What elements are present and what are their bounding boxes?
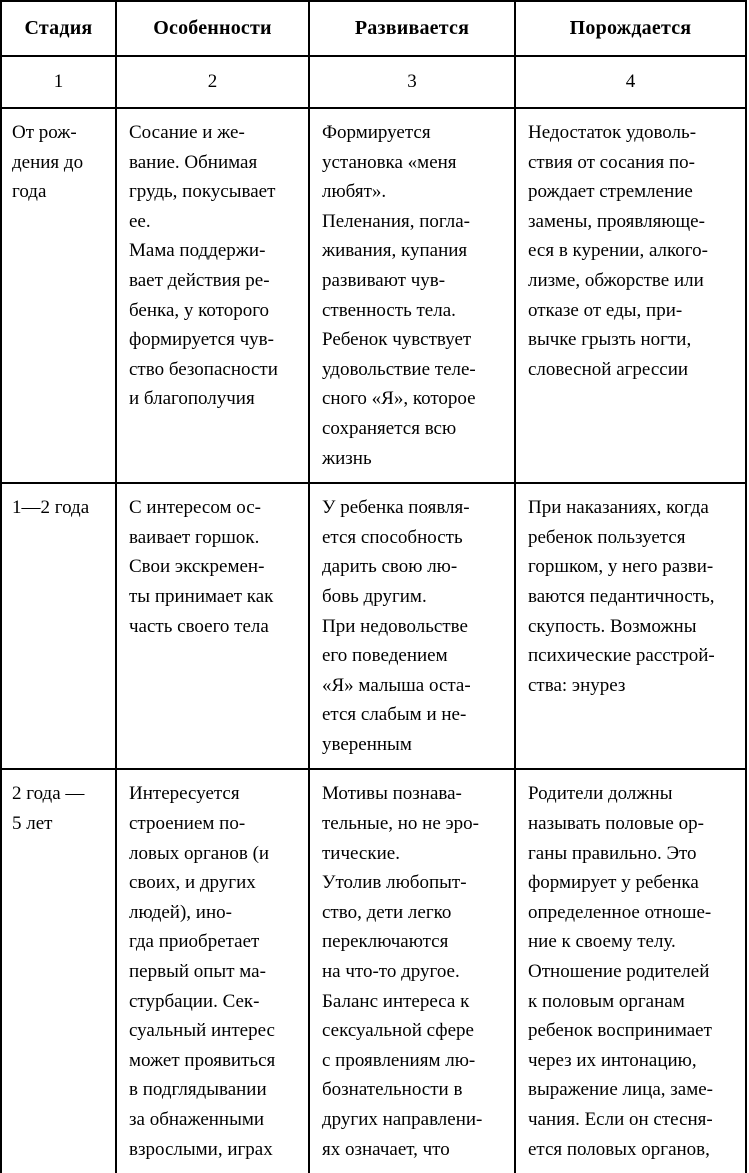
cell-text-line: живания, купания [322, 240, 468, 262]
cell-develops [309, 769, 515, 1173]
cell-text-line: Мотивы познава- [322, 783, 462, 805]
cell-text-line: вычке грызть ногти, [528, 329, 692, 351]
cell-text-line: строением по- [129, 813, 246, 835]
cell-generates [515, 108, 746, 483]
cell-text-line: за обнаженными [129, 1109, 265, 1130]
cell-stage [1, 483, 116, 769]
cell-text-line: ствия от сосания по- [528, 151, 695, 173]
table-row [1, 483, 746, 769]
cell-text-line: ях означает, что [322, 1138, 450, 1160]
cell-text-line: ется половых органов, [528, 1138, 710, 1160]
cell-text-line: 1—2 года [12, 497, 90, 519]
cell-text-line: дения до [12, 151, 84, 173]
cell-text-line: своих, и других [129, 872, 256, 894]
cell-text-line: ты принимает как [129, 585, 274, 607]
cell-text-line: вание. Обнимая [129, 151, 258, 173]
table-body [1, 108, 746, 1173]
table-row [1, 108, 746, 483]
cell-text-line: ется слабым и не- [322, 704, 467, 726]
column-number-1: 1 [1, 56, 116, 108]
cell-text-line: взрослыми, играх [129, 1138, 273, 1160]
cell-text-line: развивают чув- [322, 269, 446, 291]
cell-text-line: ственность тела. [322, 299, 456, 321]
cell-text-line: переключаются [322, 931, 449, 953]
cell-text-line: года [12, 181, 47, 203]
column-header-features: Особенности [116, 1, 309, 56]
cell-text-line: Родители должны [528, 783, 673, 805]
cell-text-line: в подглядывании [129, 1079, 267, 1101]
cell-text-line: ваются педантичность, [528, 585, 715, 607]
cell-text-line: дарить свою лю- [322, 556, 458, 578]
cell-generates [515, 769, 746, 1173]
cell-text-line: ства: энурез [528, 674, 626, 696]
cell-text-line: лизме, обжорстве или [528, 269, 704, 291]
cell-text-line: чания. Если он стесня- [528, 1109, 713, 1130]
cell-text-line: ваивает горшок. [129, 526, 260, 548]
cell-text-line: Недостаток удоволь- [528, 122, 697, 143]
cell-text-line: на что-то другое. [322, 961, 460, 983]
cell-text-line: скупость. Возможны [528, 615, 697, 637]
cell-develops [309, 483, 515, 769]
column-number-2: 2 [116, 56, 309, 108]
cell-text-line: может проявиться [129, 1049, 276, 1071]
cell-text-line: 5 лет [12, 813, 53, 835]
cell-text-line: бенка, у которого [129, 299, 270, 321]
cell-text-line: От рож- [12, 122, 77, 143]
cell-text-line: других направлени- [322, 1109, 483, 1130]
cell-text-line: Свои экскремен- [129, 556, 265, 578]
cell-stage [1, 108, 116, 483]
cell-text-line: Отношение родителей [528, 961, 710, 983]
cell-text-line: грудь, покусывает [129, 181, 276, 203]
cell-text-line: к половым органам [528, 990, 685, 1012]
cell-text-line: жизнь [322, 447, 372, 469]
cell-text-line: формируется чув- [129, 329, 274, 351]
cell-text-line: его поведением [322, 645, 448, 667]
table-header-row [1, 1, 746, 56]
cell-text-line: Ребенок чувствует [322, 329, 472, 351]
cell-text-line: стурбации. Сек- [129, 990, 260, 1012]
cell-text-line: «Я» малыша оста- [322, 674, 471, 696]
cell-text-line: Сосание и же- [129, 122, 245, 143]
cell-stage [1, 769, 116, 1173]
cell-features [116, 483, 309, 769]
cell-text-line: рождает стремление [528, 181, 693, 203]
cell-features [116, 769, 309, 1173]
cell-text-line: суальный интерес [129, 1020, 275, 1042]
cell-text-line: любят». [322, 181, 387, 203]
cell-text-line: ребенок воспринимает [528, 1020, 712, 1042]
cell-text-line: с проявлениям лю- [322, 1049, 476, 1071]
cell-generates [515, 483, 746, 769]
table-number-row [1, 56, 746, 108]
cell-text-line: еся в курении, алкого- [528, 240, 708, 262]
cell-text-line: выражение лица, заме- [528, 1079, 713, 1101]
cell-text-line: часть своего тела [129, 615, 269, 637]
cell-text-line: Мама поддержи- [129, 240, 266, 262]
table-row [1, 769, 746, 1173]
cell-text-line: Интересуется [129, 783, 240, 805]
cell-text-line: При недовольстве [322, 615, 468, 637]
cell-text-line: установка «меня [322, 151, 457, 173]
cell-text-line: психические расстрой- [528, 645, 715, 667]
cell-text-line: называть половые ор- [528, 813, 704, 835]
cell-text-line: отказе от еды, при- [528, 299, 683, 321]
cell-text-line: уверенным [322, 733, 412, 755]
cell-text-line: Утолив любопыт- [322, 872, 467, 894]
column-header-develops: Развивается [309, 1, 515, 56]
cell-text-line: Баланс интереса к [322, 990, 470, 1012]
column-number-3: 3 [309, 56, 515, 108]
cell-text-line: замены, проявляюще- [528, 210, 705, 232]
cell-text-line: ется способность [322, 526, 463, 548]
cell-text-line: При наказаниях, когда [528, 497, 709, 519]
table-header [1, 1, 746, 108]
cell-develops [309, 108, 515, 483]
cell-text-line: сного «Я», которое [322, 388, 476, 410]
cell-text-line: сохраняется всю [322, 417, 457, 439]
cell-text-line: ловых органов (и [129, 842, 270, 864]
column-header-generates: Порождается [515, 1, 746, 56]
cell-text-line: С интересом ос- [129, 497, 261, 519]
column-header-stage: Стадия [1, 1, 116, 56]
cell-text-line: Формируется [322, 122, 431, 143]
cell-text-line: Пеленания, погла- [322, 210, 470, 232]
column-number-4: 4 [515, 56, 746, 108]
cell-text-line: формирует у ребенка [528, 872, 699, 894]
cell-text-line: ее. [129, 210, 151, 232]
cell-text-line: горшком, у него разви- [528, 556, 714, 578]
cell-text-line: 2 года — [12, 783, 85, 805]
cell-text-line: У ребенка появля- [322, 497, 470, 519]
cell-text-line: первый опыт ма- [129, 961, 266, 983]
cell-text-line: тельные, но не эро- [322, 813, 480, 835]
cell-text-line: ство, дети легко [322, 901, 452, 923]
cell-text-line: сексуальной сфере [322, 1020, 474, 1042]
cell-text-line: тические. [322, 842, 400, 864]
cell-text-line: через их интонацию, [528, 1049, 697, 1071]
cell-text-line: ребенок пользуется [528, 526, 686, 548]
cell-text-line: бовь другим. [322, 585, 427, 607]
cell-text-line: словесной агрессии [528, 358, 689, 380]
cell-text-line: людей), ино- [129, 901, 232, 923]
cell-text-line: вает действия ре- [129, 269, 270, 291]
cell-text-line: определенное отноше- [528, 901, 712, 923]
cell-text-line: ние к своему телу. [528, 931, 676, 953]
cell-text-line: и благополучия [129, 388, 255, 410]
cell-text-line: гда приобретает [129, 931, 260, 953]
cell-features [116, 108, 309, 483]
cell-text-line: ство безопасности [129, 358, 278, 380]
cell-text-line: удовольствие теле- [322, 358, 476, 380]
cell-text-line: бознательности в [322, 1079, 463, 1101]
cell-text-line: ганы правильно. Это [528, 842, 697, 864]
